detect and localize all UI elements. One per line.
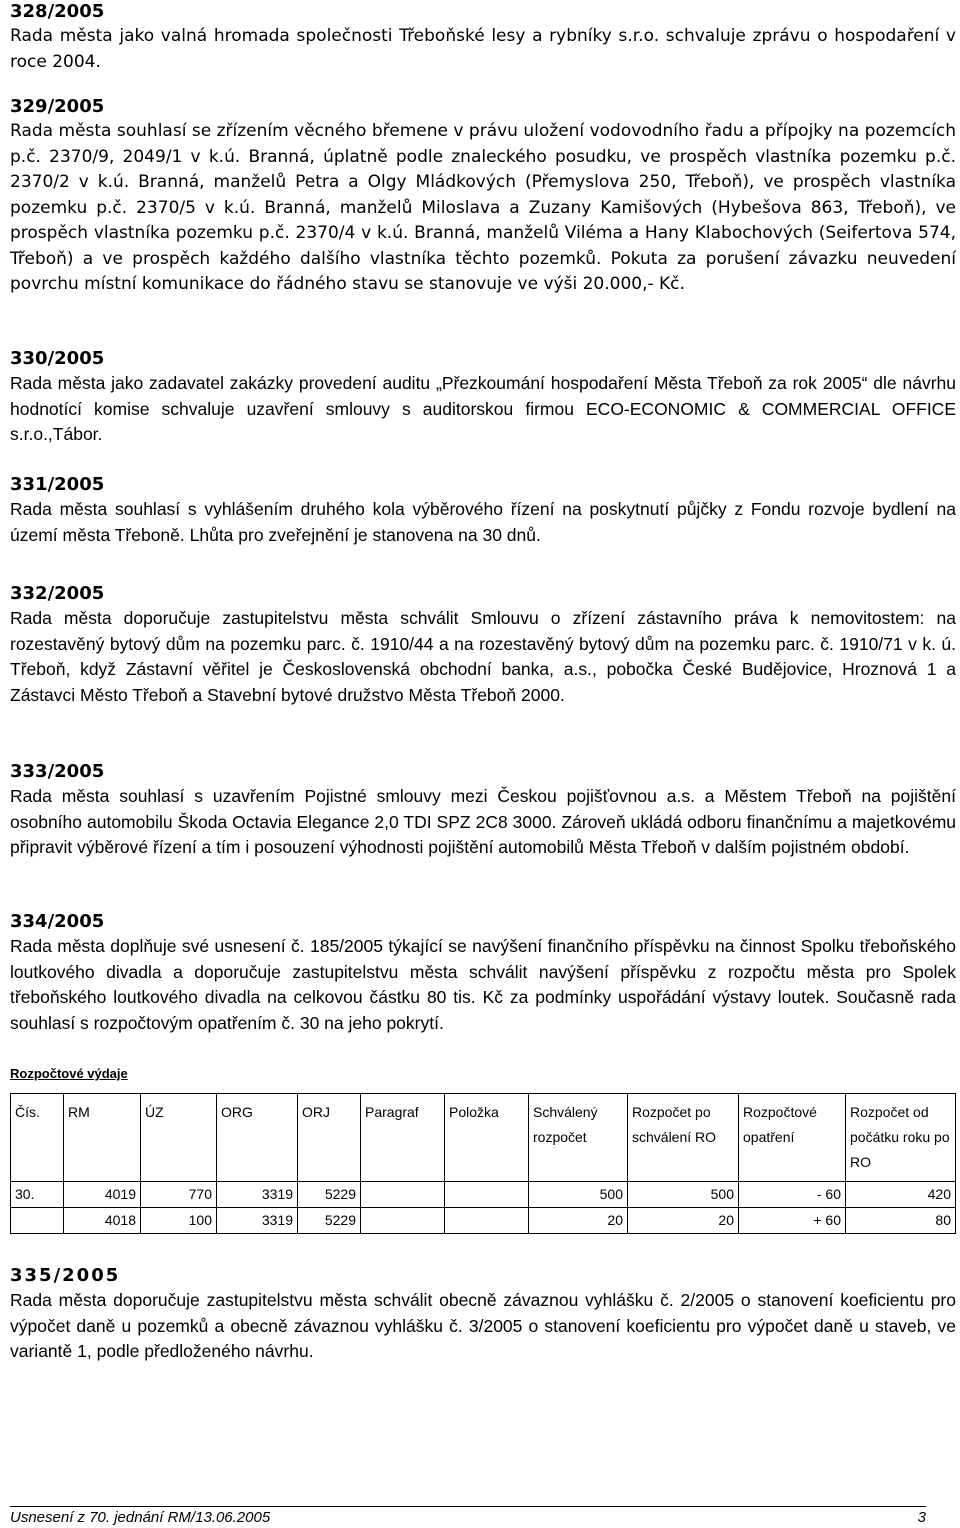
- resolution-332: [10, 582, 956, 708]
- resolution-328: [10, 0, 956, 75]
- resolution-number: 334/2005: [10, 911, 105, 932]
- column-header: Rozpočtové opatření: [739, 1094, 846, 1182]
- column-header: RM: [64, 1094, 141, 1182]
- table-cell: 100: [141, 1208, 217, 1234]
- table-cell: [11, 1208, 64, 1234]
- resolution-text: Rada města doplňuje své usnesení č. 185/2005 týkající se navýšení finančního příspěvku na činnost Spolku třeboňského loutkového divadla a doporučuje zastupitelstvu města schválit navýšení příspěvku z rozpočtu města pro Spolek třeboňského loutkového divadla na celkovou částku 80 tis. Kč za podmínky uspořádání výstavy loutek. Současně rada souhlasí s rozpočtovým opatřením č. 30 na jeho pokrytí.: [10, 936, 956, 1033]
- resolution-text: Rada města souhlasí se zřízením věcného břemene v právu uložení vodovodního řadu a přípojky na pozemcích p.č. 2370/9, 2049/1 v k.ú. Branná, úplatně podle znaleckého posudku, ve prospěch vlastníka pozemku p.č. 2370/2 v k.ú. Branná, manželů Petra a Olgy Mládkových (Přemyslova 250, Třeboň), ve prospěch vlastníka pozemku p.č. 2370/5 v k.ú. Branná, manželů Miloslava a Zuzany Kamišových (Hybešova 863, Třeboň), ve prospěch vlastníka pozemku p.č. 2370/4 v k.ú. Branná, manželů Viléma a Hany Klabochových (Seifertova 574, Třeboň) a ve prospěch každého dalšího vlastníka těchto pozemků. Pokuta za porušení závazku neuvedení povrchu místní komunikace do řádného stavu se stanovuje ve výši 20.000,- Kč.: [10, 121, 956, 294]
- table-cell: 500: [529, 1182, 628, 1208]
- resolution-331: [10, 473, 956, 548]
- table-cell: 20: [628, 1208, 739, 1234]
- footer-title: Usnesení z 70. jednání RM/13.06.2005: [10, 1509, 271, 1526]
- budget-table: [10, 1093, 956, 1234]
- resolution-number: 329/2005: [10, 96, 105, 117]
- column-header: ORG: [217, 1094, 298, 1182]
- resolution-text: Rada města doporučuje zastupitelstvu města schválit obecně závaznou vyhlášku č. 2/2005 o stanovení koeficientu pro výpočet daně u pozemků a obecně závaznou vyhlášku č. 3/2005 o stanovení koeficientu pro výpočet daně u staveb, ve variantě 1, podle předloženého návrhu.: [10, 1290, 956, 1361]
- table-cell: 5229: [298, 1182, 361, 1208]
- resolution-text: Rada města souhlasí s uzavřením Pojistné smlouvy mezi Českou pojišťovnou a.s. a Městem Třeboň na pojištění osobního automobilu Škoda Octavia Elegance 2,0 TDI SPZ 2C8 3000. Zároveň ukládá odboru finančnímu a majetkovému připravit výběrové řízení a tím i posouzení výhodnosti pojištění automobilů Města Třeboň v dalším pojistném období.: [10, 786, 956, 857]
- table-cell: 30.: [11, 1182, 64, 1208]
- resolution-text: Rada města jako zadavatel zakázky provedení auditu „Přezkoumání hospodaření Města Třeboň za rok 2005“ dle návrhu hodnotící komise schvaluje uzavření smlouvy s auditorskou firmou ECO-ECONOMIC & COMMERCIAL OFFICE s.r.o.,Tábor.: [10, 373, 956, 444]
- table-cell: 20: [529, 1208, 628, 1234]
- resolution-number: 331/2005: [10, 474, 105, 495]
- table-cell: 4018: [64, 1208, 141, 1234]
- resolution-text: Rada města souhlasí s vyhlášením druhého kola výběrového řízení na poskytnutí půjčky z Fondu rozvoje bydlení na území města Třeboně. Lhůta pro zveřejnění je stanovena na 30 dnů.: [10, 499, 956, 545]
- resolution-number: 328/2005: [10, 1, 105, 22]
- column-header: ÚZ: [141, 1094, 217, 1182]
- table-cell: 80: [846, 1208, 956, 1234]
- resolution-number: 333/2005: [10, 761, 105, 782]
- table-cell: 3319: [217, 1208, 298, 1234]
- resolution-330: [10, 347, 956, 448]
- table-cell: [361, 1208, 445, 1234]
- resolution-number: 335/2005: [10, 1265, 121, 1286]
- resolution-text: Rada města doporučuje zastupitelstvu města schválit Smlouvu o zřízení zástavního práva k nemovitostem: na rozestavěný bytový dům na pozemku parc. č. 1910/44 a na rozestavěný bytový dům na pozemku parc. č. 1910/71 v k. ú. Třeboň, když Zástavní věřitel je Československá obchodní banka, a.s., pobočka České Budějovice, Hroznová 1 a Zástavci Město Třeboň a Stavební bytové družstvo Města Třeboň 2000.: [10, 608, 956, 705]
- resolution-333: [10, 760, 956, 861]
- table-cell: [445, 1182, 529, 1208]
- resolution-335: [10, 1264, 956, 1365]
- table-cell: [361, 1182, 445, 1208]
- table-cell: 770: [141, 1182, 217, 1208]
- table-cell: + 60: [739, 1208, 846, 1234]
- table-cell: [445, 1208, 529, 1234]
- table-cell: - 60: [739, 1182, 846, 1208]
- table-cell: 420: [846, 1182, 956, 1208]
- column-header: ORJ: [298, 1094, 361, 1182]
- resolution-329: [10, 95, 956, 298]
- table-cell: 4019: [64, 1182, 141, 1208]
- column-header: Rozpočet od počátku roku po RO: [846, 1094, 956, 1182]
- column-header: Paragraf: [361, 1094, 445, 1182]
- page-footer: [10, 1506, 926, 1526]
- resolution-334: [10, 910, 956, 1036]
- column-header: Položka: [445, 1094, 529, 1182]
- column-header: Schválený rozpočet: [529, 1094, 628, 1182]
- table-cell: 5229: [298, 1208, 361, 1234]
- table-header-row: [11, 1094, 956, 1182]
- table-row: [11, 1208, 956, 1234]
- table-cell: 3319: [217, 1182, 298, 1208]
- table-row: [11, 1182, 956, 1208]
- column-header: Čís.: [11, 1094, 64, 1182]
- page-number: 3: [917, 1509, 926, 1526]
- budget-heading: Rozpočtové výdaje: [10, 1066, 128, 1081]
- table-cell: 500: [628, 1182, 739, 1208]
- resolution-text: Rada města jako valná hromada společnosti Třeboňské lesy a rybníky s.r.o. schvaluje zprávu o hospodaření v roce 2004.: [10, 26, 956, 72]
- resolution-number: 332/2005: [10, 583, 105, 604]
- resolution-number: 330/2005: [10, 348, 105, 369]
- column-header: Rozpočet po schválení RO: [628, 1094, 739, 1182]
